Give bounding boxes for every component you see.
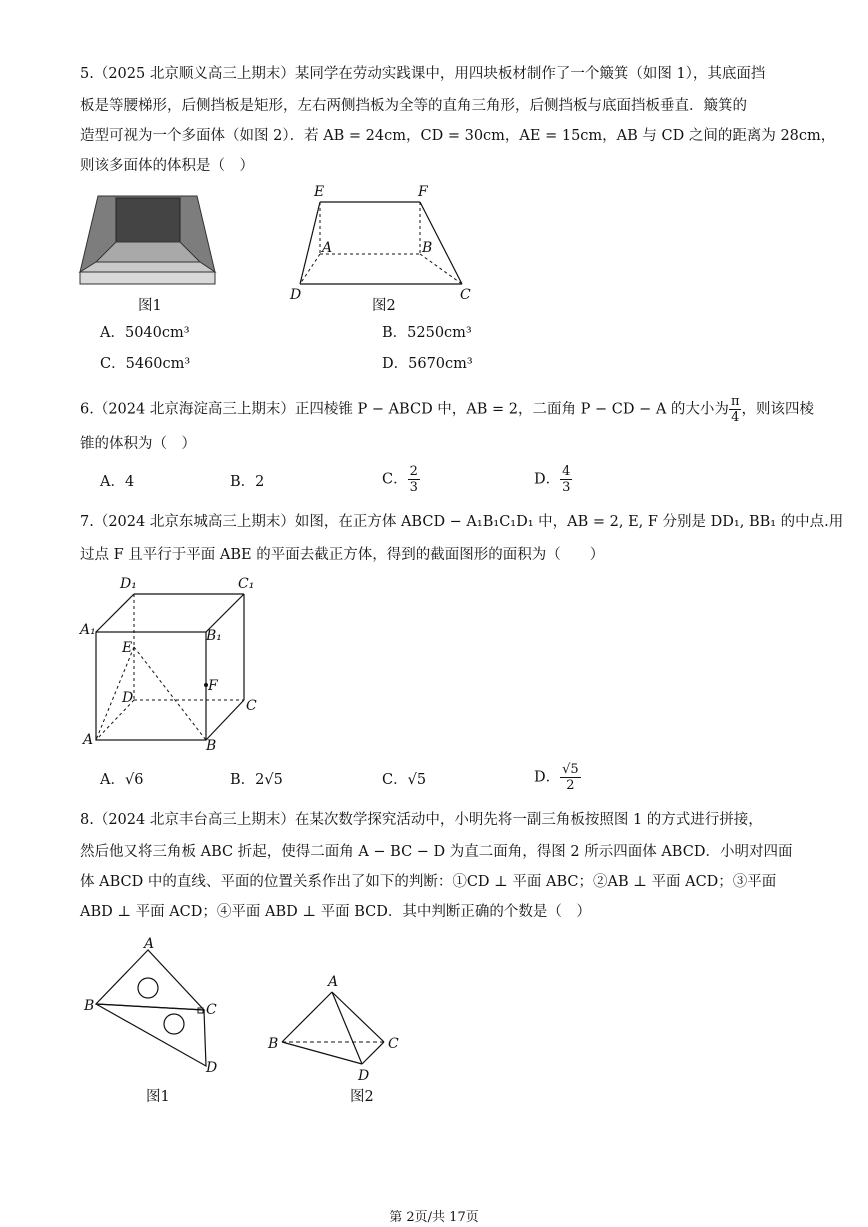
q6-option-c[interactable]: C． $\frac{2}{3}$ — [382, 464, 418, 495]
q8-line1: 8.（2024 北京丰台高三上期末）在某次数学探究活动中，小明先将一副三角板按照图 1 的方式进行拼接， — [80, 812, 763, 828]
q6-option-d[interactable]: D． $\frac{4}{3}$ — [534, 464, 571, 495]
q7-option-a[interactable]: A．√6 — [100, 772, 144, 788]
q7-label-B1: B₁ — [206, 628, 222, 644]
q6-line1-tail: ，则该四棱 — [741, 401, 814, 418]
q7-option-d[interactable]: D． $\frac{√5}{2}$ — [534, 762, 579, 793]
q8-fig1-label-A: A — [144, 936, 155, 952]
q7-line1: 7.（2024 北京东城高三上期末）如图，在正方体 ABCD − A₁B₁C₁D₁ 中，AB = 2, E, F 分别是 DD₁, BB₁ 的中点.用 — [80, 514, 844, 530]
page-footer: 第 2页/共 17页 — [389, 1210, 479, 1225]
q5-fig2-label-D: D — [290, 287, 302, 303]
q5-figure2-caption: 图2 — [372, 298, 396, 314]
q7-label-F: F — [208, 678, 218, 694]
q7-label-E: E — [122, 640, 133, 656]
q5-line4: 则该多面体的体积是（ ） — [80, 158, 254, 174]
q6-line1-text: 6.（2024 北京海淀高三上期末）正四棱锥 P − ABCD 中，AB = 2，二面角 P − CD − A 的大小为 — [80, 401, 729, 418]
q8-figure2-tetrahedron — [266, 972, 406, 1082]
q5-option-b[interactable]: B．5250cm³ — [382, 325, 472, 341]
q5-line3: 造型可视为一个多面体（如图 2）．若 AB = 24cm，CD = 30cm，AE = 15cm，AB 与 CD 之间的距离为 28cm， — [80, 128, 836, 144]
q6-angle-fraction: $\frac{\pi}{4}$ — [730, 394, 740, 425]
q8-figure1-triangle-boards — [82, 938, 222, 1078]
q5-fig2-label-A: A — [322, 240, 333, 256]
q5-option-c[interactable]: C．5460cm³ — [100, 356, 191, 372]
q8-fig2-label-A: A — [328, 974, 339, 990]
q5-fig2-label-E: E — [314, 184, 325, 200]
q5-fig2-label-C: C — [460, 287, 471, 303]
q6-option-a[interactable]: A．4 — [100, 474, 135, 490]
q5-fig2-label-B: B — [422, 240, 433, 256]
q5-figure2-polyhedron — [290, 180, 480, 305]
q6-line1 — [80, 394, 814, 425]
q7-line2: 过点 F 且平行于平面 ABE 的平面去截正方体，得到的截面图形的面积为（ ） — [80, 547, 605, 563]
q5-option-d[interactable]: D．5670cm³ — [382, 356, 473, 372]
q8-fig1-label-D: D — [206, 1060, 218, 1076]
q8-fig2-label-C: C — [388, 1036, 399, 1052]
q8-figure1-caption: 图1 — [146, 1089, 170, 1105]
q8-figure2-caption: 图2 — [350, 1089, 374, 1105]
q7-label-D1: D₁ — [120, 576, 137, 592]
q5-line2: 板是等腰梯形，后侧挡板是矩形，左右两侧挡板为全等的直角三角形，后侧挡板与底面挡板垂直．簸箕的 — [80, 98, 747, 114]
q8-fig2-label-D: D — [358, 1068, 370, 1084]
q8-fig1-label-C: C — [206, 1002, 217, 1018]
q7-label-C: C — [246, 698, 257, 714]
q8-line4: ABD ⊥ 平面 ACD；④平面 ABD ⊥ 平面 BCD．其中判断正确的个数是（ ） — [80, 904, 591, 920]
q8-fig1-label-B: B — [84, 998, 95, 1014]
q5-line1: 5.（2025 北京顺义高三上期末）某同学在劳动实践课中，用四块板材制作了一个簸箕（如图 1），其底面挡 — [80, 66, 766, 82]
q6-option-b[interactable]: B．2 — [230, 474, 265, 490]
q7-option-b[interactable]: B．2√5 — [230, 772, 283, 788]
q6-line2: 锥的体积为（ ） — [80, 436, 196, 452]
q7-label-B: B — [206, 738, 217, 754]
q8-fig2-label-B: B — [268, 1036, 279, 1052]
q8-line3: 体 ABCD 中的直线、平面的位置关系作出了如下的判断：①CD ⊥ 平面 ABC；②AB ⊥ 平面 ACD；③平面 — [80, 874, 777, 890]
q7-label-D: D — [122, 690, 134, 706]
q7-label-C1: C₁ — [238, 576, 255, 592]
q5-figure1-dustpan — [80, 196, 215, 286]
q5-option-a[interactable]: A．5040cm³ — [100, 325, 190, 341]
q8-line2: 然后他又将三角板 ABC 折起，使得二面角 A − BC − D 为直二面角，得图 2 所示四面体 ABCD．小明对四面 — [80, 844, 793, 860]
q7-option-c[interactable]: C．√5 — [382, 772, 427, 788]
q7-label-A1: A₁ — [80, 622, 96, 638]
q7-label-A: A — [83, 732, 94, 748]
q5-figure1-caption: 图1 — [138, 298, 162, 314]
q5-fig2-label-F: F — [418, 184, 428, 200]
q7-cube-figure — [80, 572, 270, 757]
